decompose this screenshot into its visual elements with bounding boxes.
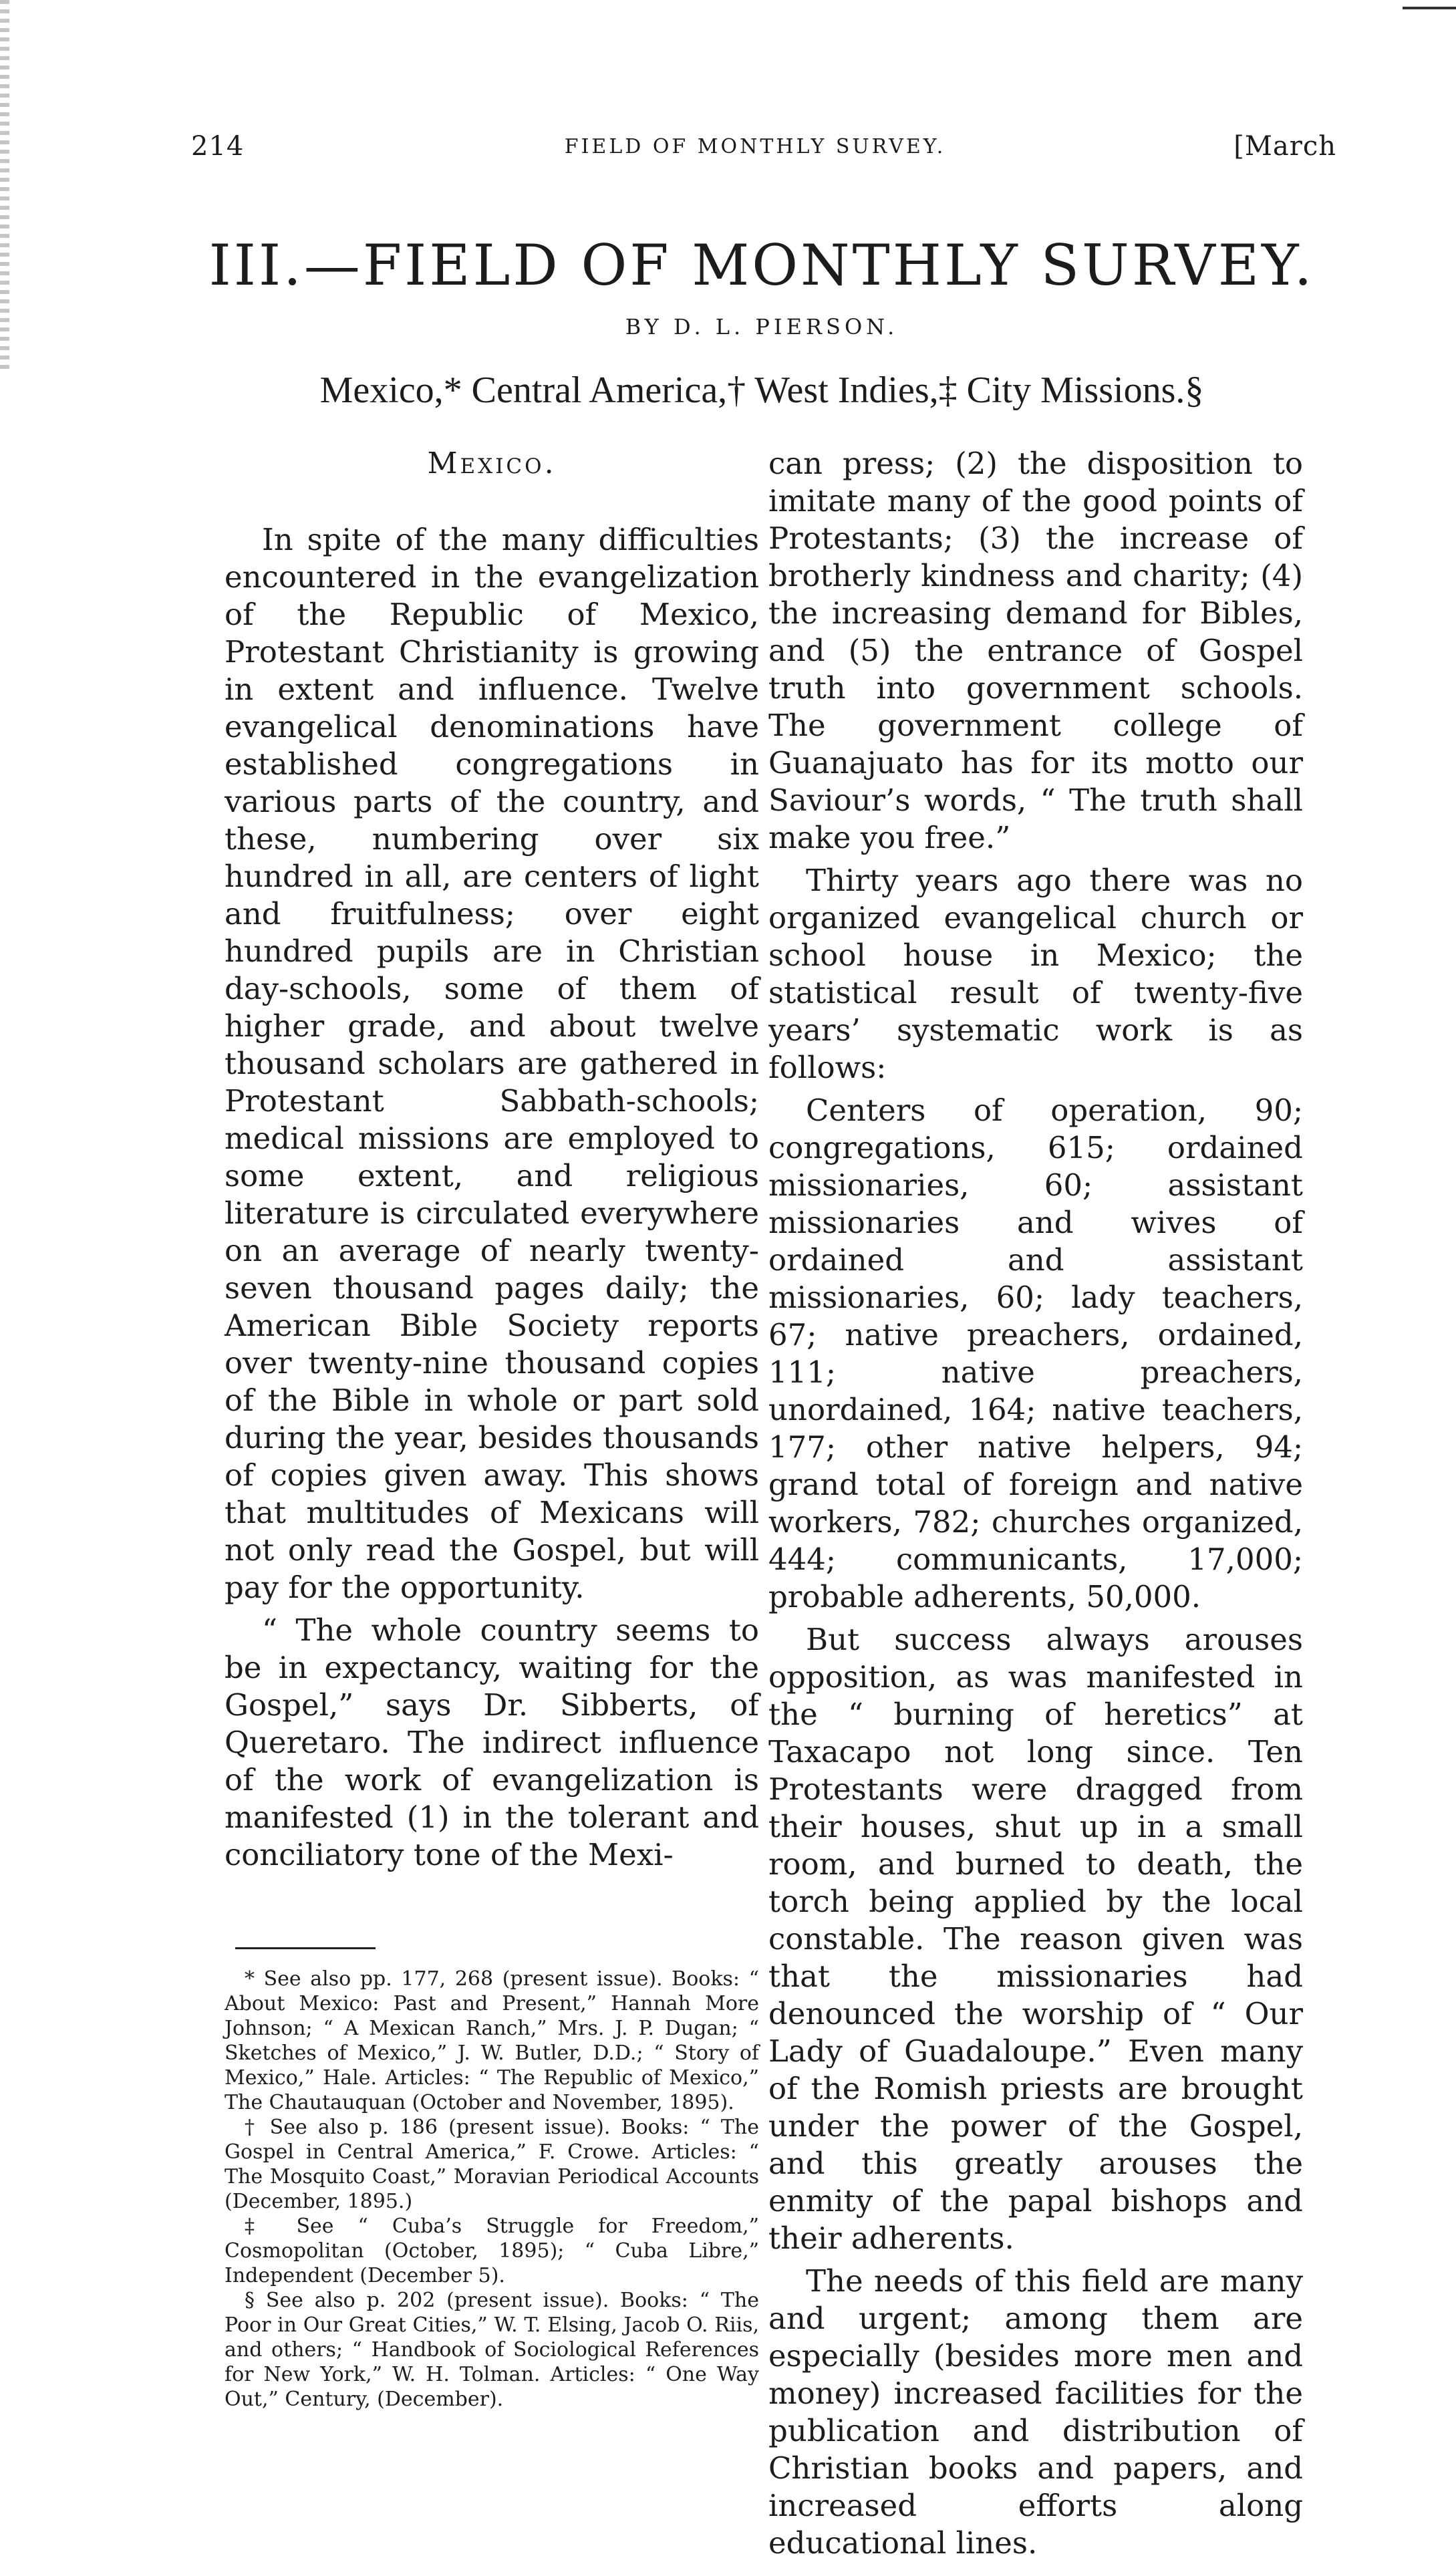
paragraph: can press; (2) the disposition to imitate many of the good points of Protestants; (3) the increase of brotherly kindness and charity; (4) the increasing demand for Bibles, and (5) the entrance of Gospel truth into government schools. The government college of Guanajuato has for its motto our Saviour’s words, “ The truth shall make you free.” (768, 446, 1303, 855)
running-head (174, 131, 1336, 171)
article-byline: BY D. L. PIERSON. (625, 314, 899, 339)
paragraph: The needs of this field are many and urgent; among them are especially (besides more men and money) increased facilities for the publication and distribution of Christian books and papers, and increased efforts along educational lines. (768, 2263, 1303, 2561)
running-title: FIELD OF MONTHLY SURVEY. (564, 135, 946, 158)
left-column (225, 445, 759, 2412)
scan-edge-rule (1403, 7, 1456, 9)
section-title-mexico: Mexico. (427, 446, 557, 480)
paragraph: Thirty years ago there was no organized evangelical church or school house in Mexico; the statistical result of twenty-five years’ systematic work is as follows: (768, 863, 1303, 1085)
scan-edge-mark (0, 0, 9, 374)
footnote: * See also pp. 177, 268 (present issue). Books: “ About Mexico: Past and Present,” Hannah More Johnson; “ A Mexican Ranch,” Mrs. J. P. Dugan; “ Sketches of Mexico,” J. W. Butler, D.D.; “ Story of Mexico,” Hale. Articles: “ The Republic of Mexico,” The Chautauquan (October and November, 1895). (225, 1967, 759, 2114)
footnote: † See also p. 186 (present issue). Books: “ The Gospel in Central America,” F. Crowe. Articles: “ The Mosquito Coast,” Moravian Periodical Accounts (December, 1895.) (225, 2116, 759, 2213)
right-column (768, 445, 1303, 2562)
footnotes (225, 1967, 759, 2412)
paragraph: But success always arouses opposition, as was manifested in the “ burning of heretics” at Taxacapo not long since. Ten Protestants were dragged from their houses, shut up in a small room, and burned to death, the torch being applied by the local constable. The reason given was that the missionaries had denounced the worship of “ Our Lady of Guadaloupe.” Even many of the Romish priests are brought under the power of the Gospel, and this greatly arouses the enmity of the papal bishops and their adherents. (768, 1622, 1303, 2256)
page-number: 214 (191, 131, 245, 162)
footnote-divider (235, 1947, 376, 1949)
article-title: III.—FIELD OF MONTHLY SURVEY. (208, 233, 1315, 298)
article-subtitle: Mexico,* Central America,† West Indies,‡ City Missions.§ (319, 370, 1204, 411)
paragraph: In spite of the many difficulties encountered in the evangelization of the Republic of Mexico, Protestant Christianity is growing in extent and influence. Twelve evangelical denominations have established congregations in various parts of the country, and these, numbering over six hundred in all, are centers of light and fruitfulness; over eight hundred pupils are in Christian day-schools, some of them of higher grade, and about twelve thousand scholars are gathered in Protestant Sabbath-schools; medical missions are employed to some extent, and religious literature is circulated everywhere on an average of nearly twenty-seven thousand pages daily; the American Bible Society reports over twenty-nine thousand copies of the Bible in whole or part sold during the year, besides thousands of copies given away. This shows that multitudes of Mexicans will not only read the Gospel, but will pay for the opportunity. (225, 522, 759, 1605)
paragraph: Centers of operation, 90; congregations, 615; ordained missionaries, 60; assistant missionaries and wives of ordained and assistant missionaries, 60; lady teachers, 67; native preachers, ordained, 111; native preachers, unordained, 164; native teachers, 177; other native helpers, 94; grand total of foreign and native workers, 782; churches organized, 444; communicants, 17,000; probable adherents, 50,000. (768, 1093, 1303, 1614)
paragraph: “ The whole country seems to be in expectancy, waiting for the Gospel,” says Dr. Sibberts, of Queretaro. The indirect influence of the work of evangelization is manifested (1) in the tolerant and conciliatory tone of the Mexi- (225, 1612, 759, 1872)
footnote: § See also p. 202 (present issue). Books: “ The Poor in Our Great Cities,” W. T. Elsing, Jacob O. Riis, and others; “ Handbook of Sociological References for New York,” W. H. Tolman. Articles: “ One Way Out,” Century, (December). (225, 2289, 759, 2411)
footnote: ‡ See “ Cuba’s Struggle for Freedom,” Cosmopolitan (October, 1895); “ Cuba Libre,” Independent (December 5). (225, 2215, 759, 2287)
running-month: [March (1233, 131, 1336, 162)
